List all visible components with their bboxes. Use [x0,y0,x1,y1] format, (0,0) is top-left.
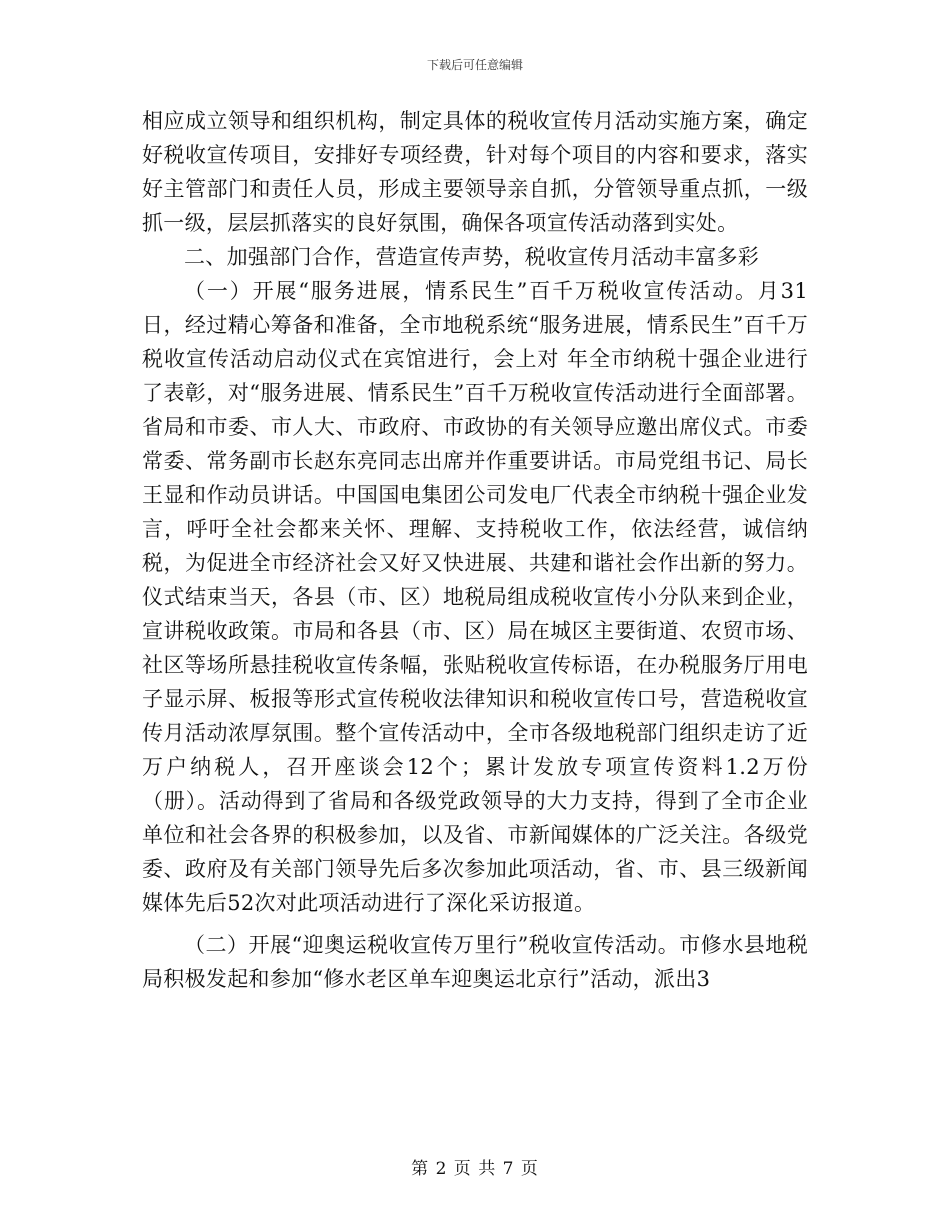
document-body [142,104,808,996]
page-footer: 第 2 页 共 7 页 [411,1159,539,1179]
section-heading-2: 二、加强部门合作，营造宣传声势，税收宣传月活动丰富多彩 [184,245,760,269]
page-header: 下载后可任意编辑 [426,58,523,72]
paragraph-4: （二）开展“迎奥运税收宣传万里行”税收宣传活动。市修水县地税局积极发起和参加“修水老区单车迎奥运北京行”活动，派出3 [142,933,808,991]
paragraph-3: （一）开展“服务进展，情系民生”百千万税收宣传活动。月31日，经过精心筹备和准备，全市地税系统“服务进展，情系民生”百千万税收宣传活动启动仪式在宾馆进行，会上对 年全市纳税十强企业进行了表彰，对“服务进展、情系民生”百千万税收宣传活动进行全面部署。省局和市委、市人大、市政府、市政协的有关领导应邀出席仪式。市委常委、常务副市长赵东亮同志出席并作重要讲话。市局党组书记、局长王显和作动员讲话。中国国电集团公司发电厂代表全市纳税十强企业发言，呼吁全社会都来关怀、理解、支持税收工作，依法经营，诚信纳税，为促进全市经济社会又好又快进展、共建和谐社会作出新的努力。仪式结束当天，各县（市、区）地税局组成税收宣传小分队来到企业，宣讲税收政策。市局和各县（市、区）局在城区主要街道、农贸市场、社区等场所悬挂税收宣传条幅，张贴税收宣传标语，在办税服务厅用电子显示屏、板报等形式宣传税收法律知识和税收宣传口号，营造税收宣传月活动浓厚氛围。整个宣传活动中，全市各级地税部门组织走访了近万户纳税人，召开座谈会12个；累计发放专项宣传资料1.2万份（册）。活动得到了省局和各级党政领导的大力支持，得到了全市企业单位和社会各界的积极参加，以及省、市新闻媒体的广泛关注。各级党委、政府及有关部门领导先后多次参加此项活动，省、市、县三级新闻媒体先后52次对此项活动进行了深化采访报道。 [142,279,808,915]
paragraph-1: 相应成立领导和组织机构，制定具体的税收宣传月活动实施方案，确定好税收宣传项目，安排好专项经费，针对每个项目的内容和要求，落实好主管部门和责任人员，形成主要领导亲自抓，分管领导重点抓，一级抓一级，层层抓落实的良好氛围，确保各项宣传活动落到实处。 [142,109,808,235]
